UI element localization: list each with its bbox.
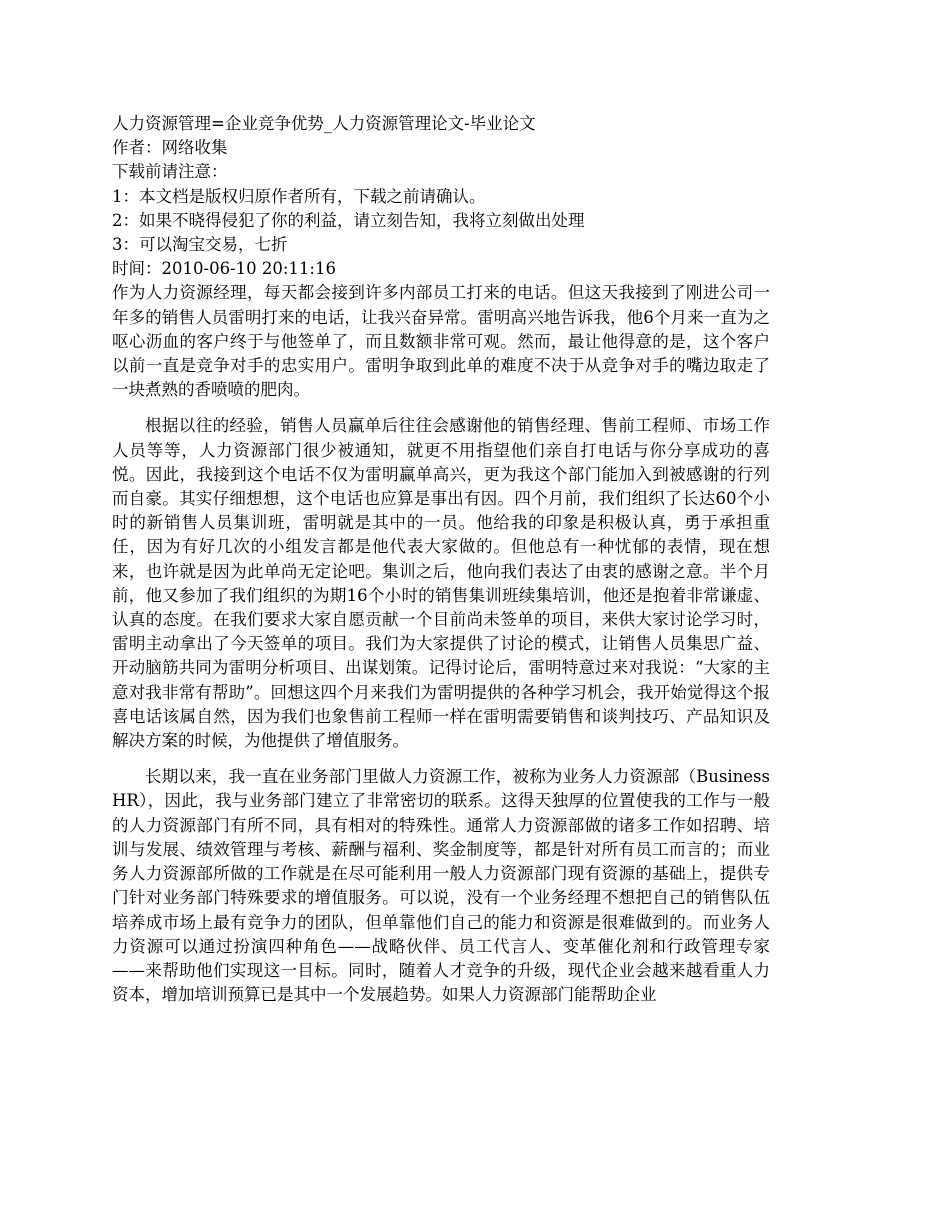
- notice-item: 2：如果不晓得侵犯了你的利益，请立刻告知，我将立刻做出处理: [112, 210, 585, 230]
- notice-title: 下载前请注意：: [112, 162, 228, 182]
- document-page: [112, 112, 770, 1007]
- notice-item: 1：本文档是版权归原作者所有，下载之前请确认。: [112, 186, 486, 206]
- document-title: 人力资源管理=企业竞争优势_人力资源管理论文-毕业论文: [112, 114, 536, 133]
- body-paragraph: 作为人力资源经理，每天都会接到许多内部员工打来的电话。但这天我接到了刚进公司一年多的销售人员雷明打来的电话，让我兴奋异常。雷明高兴地告诉我，他6个月来一直为之呕心沥血的客户终于与他签单了，而且数额非常可观。然而，最让他得意的是，这个客户以前一直是竞争对手的忠实用户。雷明争取到此单的难度不决于从竞争对手的嘴边取走了一块煮熟的香喷喷的肥肉。: [112, 283, 770, 400]
- notice-item: 3：可以淘宝交易，七折: [112, 235, 288, 255]
- body-paragraph: 长期以来，我一直在业务部门里做人力资源工作，被称为业务人力资源部（Business HR），因此，我与业务部门建立了非常密切的联系。这得天独厚的位置使我的工作与一般的人力资源部门有所不同，具有相对的特殊性。通常人力资源部做的诸多工作如招聘、培训与发展、绩效管理与考核、薪酬与福利、奖金制度等，都是针对所有员工而言的；而业务人力资源部所做的工作就是在尽可能利用一般人力资源部门现有资源的基础上，提供专门针对业务部门特殊要求的增值服务。可以说，没有一个业务经理不想把自己的销售队伍培养成市场上最有竞争力的团队，但单靠他们自己的能力和资源是很难做到的。而业务人力资源可以通过扮演四种角色——战略伙伴、员工代言人、变革催化剂和行政管理专家——来帮助他们实现这一目标。同时，随着人才竞争的升级，现代企业会越来越看重人力资本，增加培训预算已是其中一个发展趋势。如果人力资源部门能帮助企业: [112, 767, 770, 1005]
- author-line: 作者：网络收集: [112, 138, 228, 158]
- publish-time: 时间：2010-06-10 20:11:16: [112, 259, 336, 279]
- body-paragraph: 根据以往的经验，销售人员赢单后往往会感谢他的销售经理、售前工程师、市场工作人员等等，人力资源部门很少被通知，就更不用指望他们亲自打电话与你分享成功的喜悦。因此，我接到这个电话不仅为雷明赢单高兴，更为我这个部门能加入到被感谢的行列而自豪。其实仔细想想，这个电话也应算是事出有因。四个月前，我们组织了长达60个小时的新销售人员集训班，雷明就是其中的一员。他给我的印象是积极认真，勇于承担重任，因为有好几次的小组发言都是他代表大家做的。但他总有一种忧郁的表情，现在想来，也许就是因为此单尚无定论吧。集训之后，他向我们表达了由衷的感谢之意。半个月前，他又参加了我们组织的为期16个小时的销售集训班续集培训，他还是抱着非常谦虚、认真的态度。在我们要求大家自愿贡献一个目前尚未签单的项目，来供大家讨论学习时，雷明主动拿出了今天签单的项目。我们为大家提供了讨论的模式，让销售人员集思广益、开动脑筋共同为雷明分析项目、出谋划策。记得讨论后，雷明特意过来对我说：“大家的主意对我非常有帮助”。回想这四个月来我们为雷明提供的各种学习机会，我开始觉得这个报喜电话该属自然，因为我们也象售前工程师一样在雷明需要销售和谈判技巧、产品知识及解决方案的时候，为他提供了增值服务。: [112, 416, 770, 751]
